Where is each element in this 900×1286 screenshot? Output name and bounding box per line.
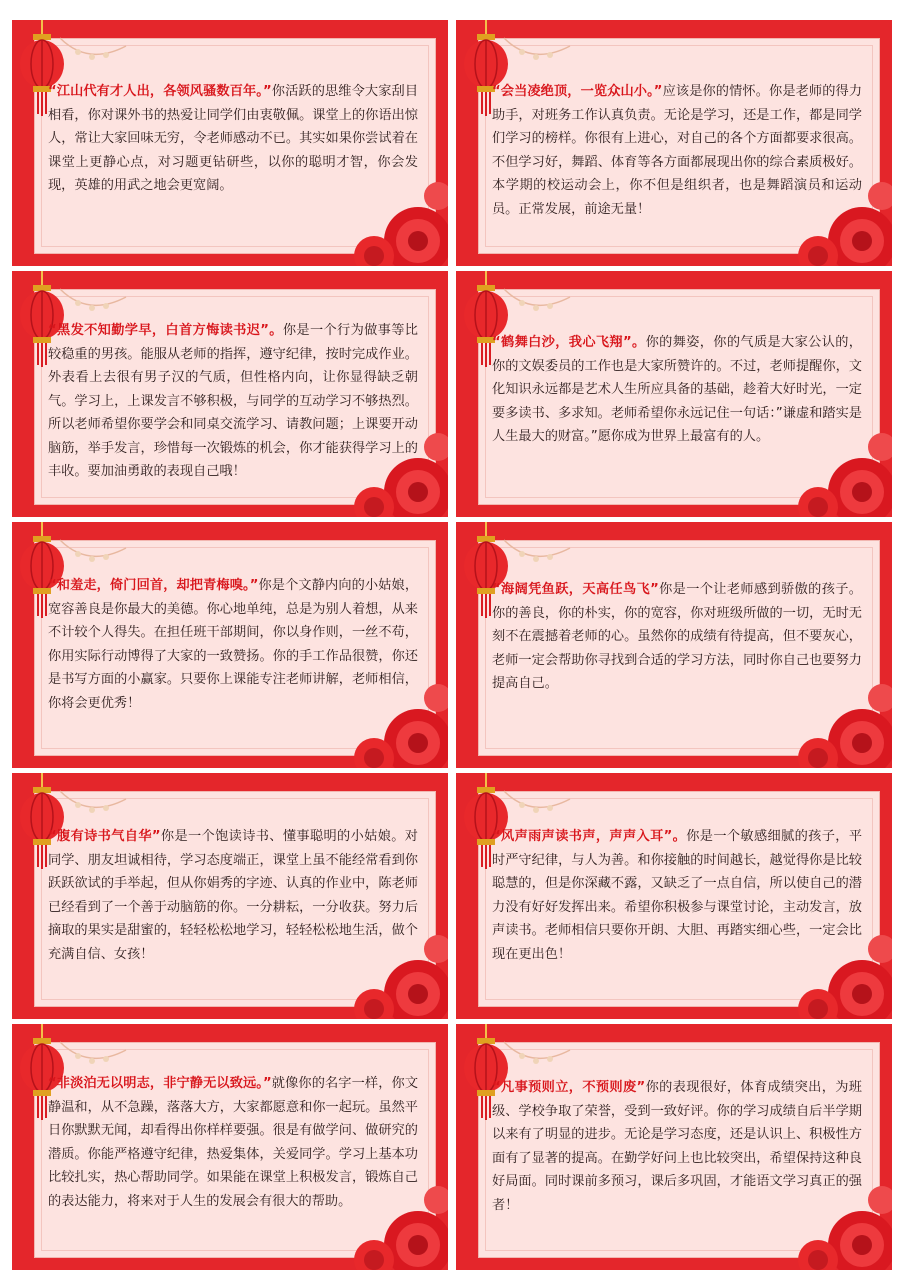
comment-quote: “非淡泊无以明志，非宁静无以致远。” xyxy=(48,1076,272,1091)
comment-body: 你是个文静内向的小姑娘，宽容善良是你最大的美德。你心地单纯，总是为别人着想，从来不计较个人得失。在担任班干部期间，你以身作则，一丝不苟，你用实际行动博得了大家的一致赞扬。你的手工作品很赞，你还是书写方面的小赢家。只要你上课能专注老师讲解，老师相信，你将会更优秀！ xyxy=(48,578,419,711)
comment-body: 你是一个让老师感到骄傲的孩子。你的善良，你的朴实，你的宽容，你对班级所做的一切，无时无刻不在震撼着老师的心。虽然你的成绩有待提高，但不要灰心，老师一定会帮助你寻找到合适的学习方法，同时你自己也要努力提高自己。 xyxy=(492,582,862,691)
comment-body: 你是一个敏感细腻的孩子，平时严守纪律，与人为善。和你接触的时间越长，越觉得你是比较聪慧的，但是你深藏不露，又缺乏了一点自信，所以使自己的潜力没有好好发挥出来。希望你积极参与课堂讨论，主动发言，放声读书。老师相信只要你开朗、大胆、再踏实细心些，一定会比现在更出色！ xyxy=(492,829,863,962)
comment-quote: “和羞走，倚门回首，却把青梅嗅。” xyxy=(48,578,259,593)
comment-body: 你的舞姿，你的气质是大家公认的，你的文娱委员的工作也是大家所赞许的。不过，老师提醒你，文化知识永远都是艺术人生所应具备的基础，趁着大好时光，一定要多读书、多求知。老师希望你永远记住一句话：”谦虚和踏实是人生最大的财富。”愿你成为世界上最富有的人。 xyxy=(492,335,862,444)
comment-card-4 xyxy=(456,271,892,517)
comment-body: 应该是你的情怀。你是老师的得力助手，对班务工作认真负责。无论是学习，还是工作，都是同学们学习的榜样。你很有上进心，对自己的各个方面都要求很高。不但学习好，舞蹈、体育等各方面都展现出你的综合素质极好。本学期的校运动会上，你不但是组织者，也是舞蹈演员和运动员。正常发展，前途无量！ xyxy=(492,84,863,217)
comment-body: 你是一个行为做事等比较稳重的男孩。能服从老师的指挥，遵守纪律，按时完成作业。外表看上去很有男子汉的气质，但性格内向，让你显得缺乏朝气。学习上，上课发言不够积极，与同学的互动学习不够热烈。所以老师希望你要学会和同桌交流学习、请教问题；上课要开动脑筋，举手发言，珍惜每一次锻炼的机会，你才能获得学习上的丰收。要加油勇敢的表现自己哦！ xyxy=(48,323,418,479)
bead-decoration-icon xyxy=(502,789,572,829)
comment-card-3 xyxy=(12,271,448,517)
comment-quote: “黑发不知勤学早，白首方悔读书迟”。 xyxy=(48,323,283,338)
comment-body: 你活跃的思维令大家刮目相看，你对课外书的热爱让同学们由衷敬佩。课堂上的你语出惊人，常让大家回味无穷，令老师感动不已。其实如果你尝试着在课堂上更静心点，对习题更钻研些，以你的聪明才智，你会发现，英雄的用武之地会更宽阔。 xyxy=(48,84,419,193)
comment-text xyxy=(492,331,862,449)
comment-card-6 xyxy=(456,522,892,768)
comment-text xyxy=(492,825,862,966)
bead-decoration-icon xyxy=(58,36,128,76)
comment-card-9 xyxy=(12,1024,448,1270)
comment-quote: “江山代有才人出，各领风骚数百年。” xyxy=(48,84,272,99)
bead-decoration-icon xyxy=(502,287,572,327)
comment-card-10 xyxy=(456,1024,892,1270)
comment-card-7 xyxy=(12,773,448,1019)
comment-card-5 xyxy=(12,522,448,768)
comment-body: 你是一个饱读诗书、懂事聪明的小姑娘。对同学、朋友坦诚相待，学习态度端正，课堂上虽不能经常看到你跃跃欲试的手举起，但从你娟秀的字迹、认真的作业中，陈老师已经看到了一个善于动脑筋的你。一分耕耘，一分收获。努力后摘取的果实是甜蜜的，轻轻松松地学习，轻轻松松地生活，做个充满自信、女孩！ xyxy=(48,829,418,962)
comment-text xyxy=(492,1076,862,1217)
comment-body: 就像你的名字一样，你文静温和，从不急躁，落落大方，大家都愿意和你一起玩。虽然平日你默默无闻，却看得出你样样要强。很是有做学问、做研究的潜质。你能严格遵守纪律，热爱集体，关爱同学。学习上基本功比较扎实，热心帮助同学。如果能在课堂上积极发言，锻炼自己的表达能力，将来对于人生的发展会有很大的帮助。 xyxy=(48,1076,419,1209)
bead-decoration-icon xyxy=(502,538,572,578)
comment-quote: “会当凌绝顶，一览众山小。” xyxy=(492,84,663,99)
comment-card-2 xyxy=(456,20,892,266)
bead-decoration-icon xyxy=(58,789,128,829)
comment-card-1 xyxy=(12,20,448,266)
comment-quote: “腹有诗书气自华” xyxy=(48,829,161,844)
bead-decoration-icon xyxy=(502,1040,572,1080)
comment-text xyxy=(492,80,862,221)
comment-text xyxy=(48,319,418,484)
comment-quote: “凡事预则立，不预则废” xyxy=(492,1080,646,1095)
comment-text xyxy=(492,578,862,696)
comment-text xyxy=(48,574,418,715)
comment-text xyxy=(48,80,418,198)
comment-body: 你的表现很好，体育成绩突出，为班级、学校争取了荣誉，受到一致好评。你的学习成绩自后半学期以来有了明显的进步。无论是学习态度，还是认识上、积极性方面有了显著的提高。在勤学好问上也比较突出，希望保持这种良好局面。同时课前多预习，课后多巩固，才能语文学习真正的强者！ xyxy=(492,1080,862,1213)
comment-text xyxy=(48,825,418,966)
comment-quote: “海阔凭鱼跃，天高任鸟飞” xyxy=(492,582,659,597)
comment-quote: “鹤舞白沙，我心飞翔”。 xyxy=(492,335,646,350)
bead-decoration-icon xyxy=(502,36,572,76)
comment-text xyxy=(48,1072,418,1213)
bead-decoration-icon xyxy=(58,538,128,578)
comment-card-8 xyxy=(456,773,892,1019)
comment-quote: “风声雨声读书声，声声入耳”。 xyxy=(492,829,687,844)
